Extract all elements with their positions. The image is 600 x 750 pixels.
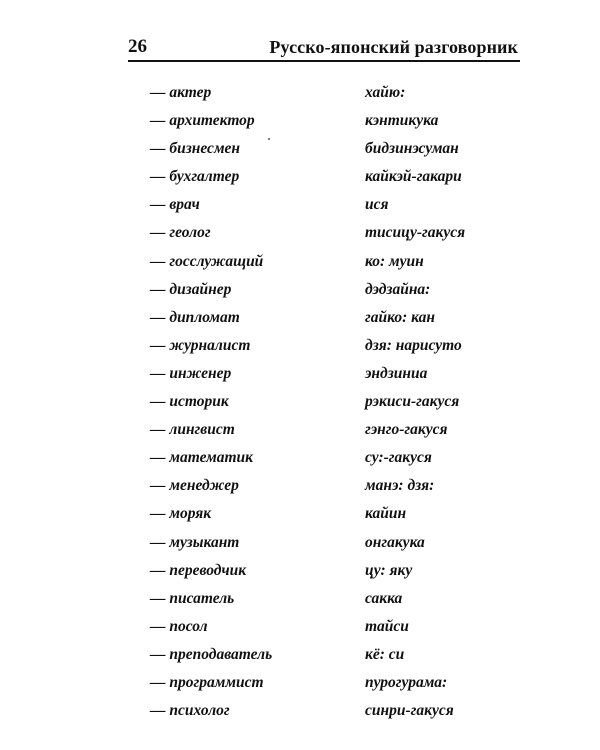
japanese-transliteration: пурогурама: [365,673,448,691]
russian-term: — журналист [150,336,251,354]
russian-term: — программист [150,673,264,691]
japanese-transliteration: су:-гакуся [365,449,432,467]
japanese-transliteration: бидзинэсуман [365,140,459,158]
vocabulary-entry [0,136,600,164]
japanese-transliteration: кэнтикука [365,112,439,130]
russian-term: — бухгалтер [150,168,240,186]
russian-term: — писатель [150,589,235,607]
vocabulary-entry [0,417,600,445]
page-header [128,36,520,62]
russian-term: — архитектор [150,112,255,130]
russian-term: — моряк [150,505,212,523]
russian-term: — госслужащий [150,252,264,270]
japanese-transliteration: эндзиниа [365,364,428,382]
japanese-transliteration: синри-гакуся [365,702,454,720]
vocabulary-entry [0,164,600,192]
vocabulary-entry [0,698,600,726]
japanese-transliteration: ко: муин [365,252,424,270]
vocabulary-entry [0,445,600,473]
vocabulary-entry [0,473,600,501]
japanese-transliteration: дэдзайна: [365,280,431,298]
vocabulary-list [0,80,600,726]
japanese-transliteration: тайси [365,617,409,635]
vocabulary-entry [0,558,600,586]
vocabulary-entry [0,530,600,558]
russian-term: — дипломат [150,308,240,326]
japanese-transliteration: кайин [365,505,407,523]
russian-term: — дизайнер [150,280,232,298]
russian-term: — переводчик [150,561,247,579]
russian-term: — преподаватель [150,645,273,663]
vocabulary-entry [0,220,600,248]
japanese-transliteration: кайкэй-гакари [365,168,462,186]
vocabulary-entry [0,333,600,361]
japanese-transliteration: кё: си [365,645,405,663]
russian-term: — лингвист [150,421,235,439]
japanese-transliteration: гэнго-гакуся [365,421,448,439]
vocabulary-entry [0,277,600,305]
russian-term: — математик [150,449,253,467]
vocabulary-entry [0,389,600,417]
russian-term: — врач [150,196,200,214]
vocabulary-entry [0,361,600,389]
vocabulary-entry [0,670,600,698]
japanese-transliteration: рэкиси-гакуся [365,393,460,411]
vocabulary-entry [0,80,600,108]
russian-term: — историк [150,393,229,411]
vocabulary-entry [0,305,600,333]
russian-term: — инженер [150,364,232,382]
russian-term: — геолог [150,224,211,242]
vocabulary-entry [0,614,600,642]
vocabulary-entry [0,108,600,136]
vocabulary-entry [0,192,600,220]
russian-term: — актер [150,84,212,101]
japanese-transliteration: манэ: дзя: [365,477,435,495]
japanese-transliteration: дзя: нарисуто [365,336,462,354]
page-number: 26 [128,36,147,57]
japanese-transliteration: онгакука [365,533,425,551]
japanese-transliteration: цу: яку [365,561,413,579]
russian-term: — менеджер [150,477,239,495]
japanese-transliteration: тисицу-гакуся [365,224,466,242]
russian-term: — бизнесмен [150,140,241,158]
vocabulary-entry [0,501,600,529]
vocabulary-entry [0,586,600,614]
japanese-transliteration: ися [365,196,389,214]
vocabulary-entry [0,249,600,277]
running-title: Русско-японский разговорник [269,37,518,57]
russian-term: — музыкант [150,533,240,551]
vocabulary-entry [0,642,600,670]
japanese-transliteration: гайко: кан [365,308,435,326]
russian-term: — посол [150,617,208,635]
japanese-transliteration: сакка [365,589,403,607]
russian-term: — психолог [150,702,230,720]
japanese-transliteration: хайю: [365,84,406,101]
